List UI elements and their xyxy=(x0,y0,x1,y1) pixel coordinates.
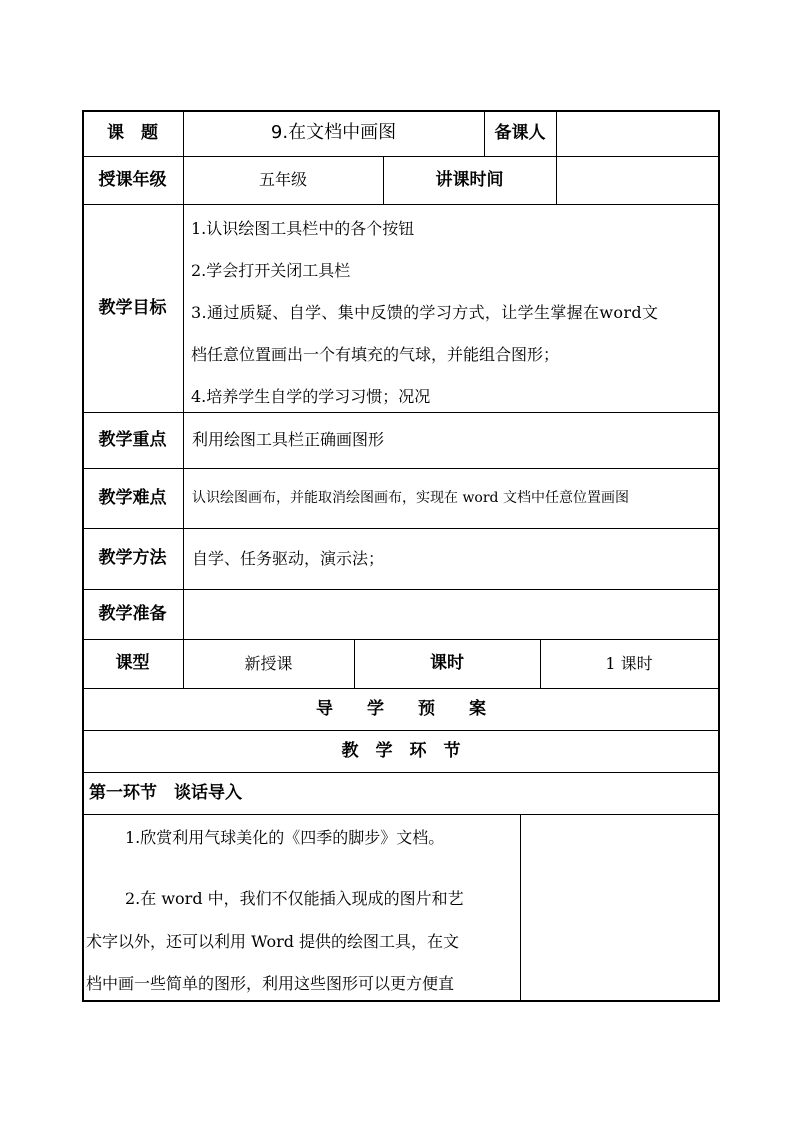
objective-item: 3.通过质疑、自学、集中反馈的学习方式，让学生掌握在word文 xyxy=(191,303,659,322)
plan-header: 导 学 预 案 xyxy=(316,698,486,719)
section1-line: 2.在 word 中，我们不仅能插入现成的图片和艺 xyxy=(125,889,464,908)
lesson-title: 9.在文档中画图 xyxy=(270,122,397,143)
objective-item: 2.学会打开关闭工具栏 xyxy=(191,261,351,280)
row-separator xyxy=(82,814,720,815)
section1-title: 第一环节 谈话导入 xyxy=(89,782,242,803)
label-class-hours: 课时 xyxy=(430,653,464,673)
label-preparation: 教学准备 xyxy=(98,603,167,624)
label-difficulties: 教学难点 xyxy=(98,487,167,508)
section1-line: 术字以外，还可以利用 Word 提供的绘图工具，在文 xyxy=(86,932,460,951)
preparation-value xyxy=(183,589,718,639)
steps-header: 教 学 环 节 xyxy=(341,740,461,761)
section1-line: 档中画一些简单的图形，利用这些图形可以更方便直 xyxy=(86,974,455,993)
objective-item: 档任意位置画出一个有填充的气球，并能组合图形； xyxy=(191,345,560,364)
label-key-points: 教学重点 xyxy=(98,429,167,450)
label-grade: 授课年级 xyxy=(98,169,167,190)
label-preparer: 备课人 xyxy=(494,122,546,143)
section1-line: 1.欣赏利用气球美化的《四季的脚步》文档。 xyxy=(125,828,445,847)
preparer-value xyxy=(556,110,718,156)
grade-value: 五年级 xyxy=(258,170,307,189)
method-value: 自学、任务驱动，演示法； xyxy=(192,548,385,568)
class-hours-value: 1 课时 xyxy=(605,653,653,673)
label-objectives: 教学目标 xyxy=(98,297,167,318)
difficulties-value: 认识绘图画布，并能取消绘图画布，实现在 word 文档中任意位置画图 xyxy=(192,490,629,506)
lesson-type-value: 新授课 xyxy=(244,653,293,673)
table-right-border xyxy=(718,110,720,1001)
section1-divider xyxy=(520,814,521,1001)
teaching-time-value xyxy=(556,156,718,204)
objective-item: 4.培养学生自学的学习习惯；况况 xyxy=(191,387,431,406)
label-method: 教学方法 xyxy=(98,548,167,568)
objective-item: 1.认识绘图工具栏中的各个按钮 xyxy=(191,219,415,238)
key-points-value: 利用绘图工具栏正确画图形 xyxy=(192,430,385,449)
page-bottom-border xyxy=(82,1000,720,1002)
label-lesson-title: 课 题 xyxy=(107,122,158,143)
label-lesson-type: 课型 xyxy=(115,653,150,673)
label-teaching-time: 讲课时间 xyxy=(435,169,504,190)
